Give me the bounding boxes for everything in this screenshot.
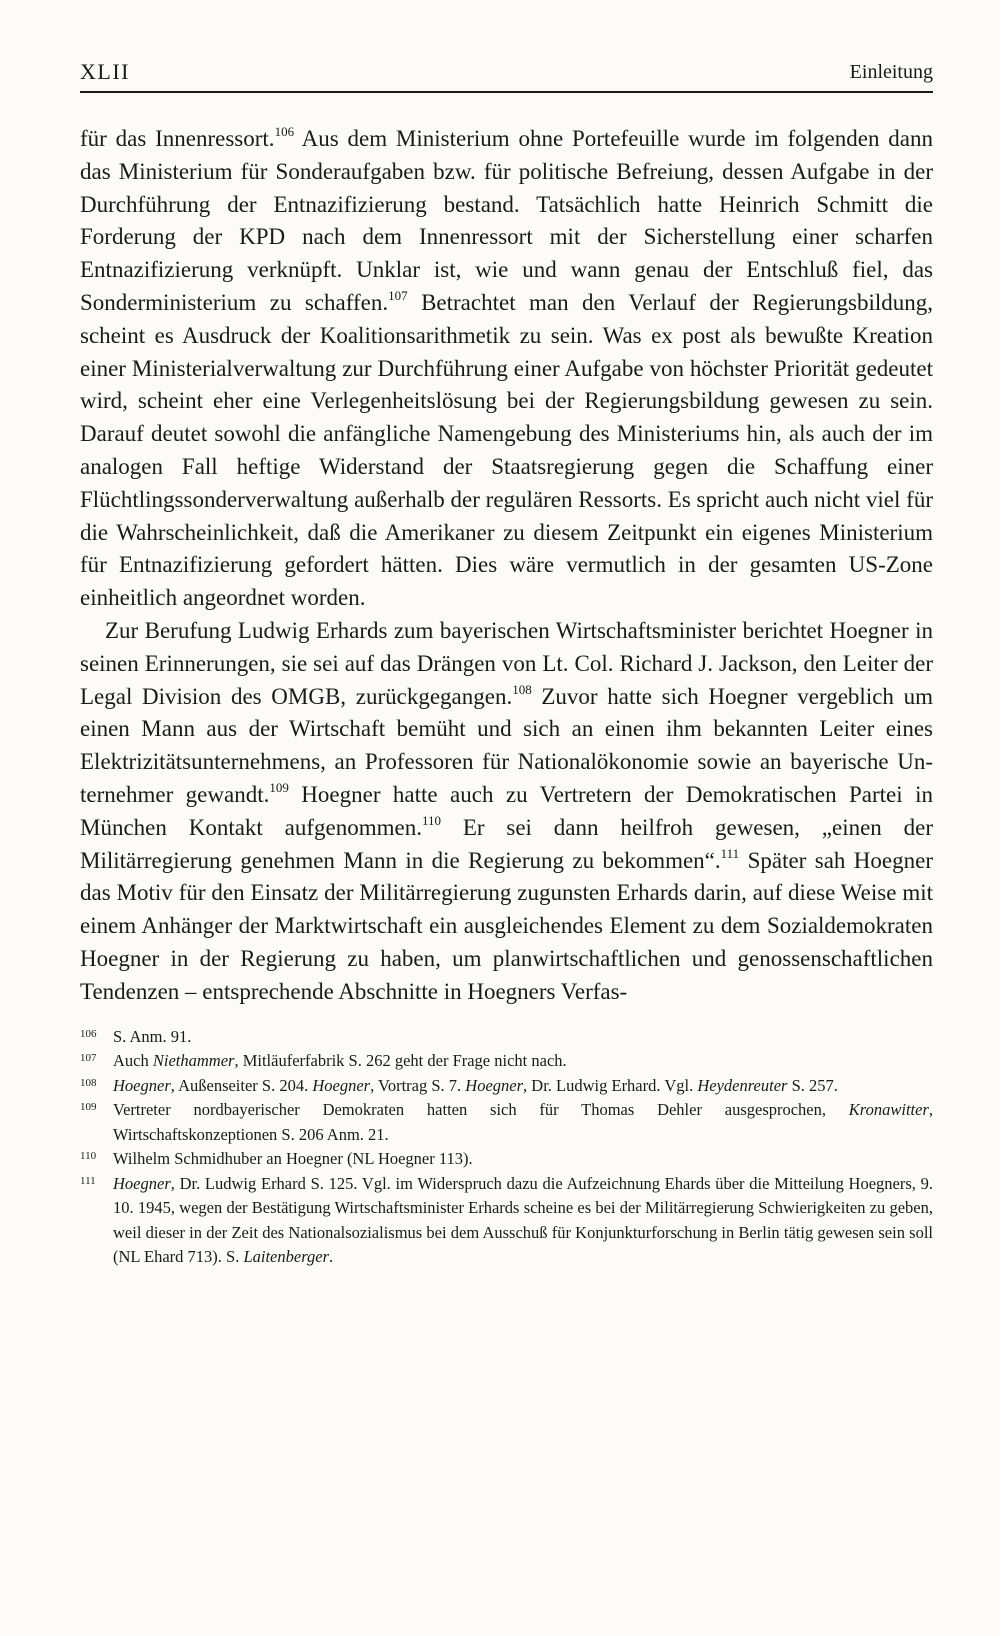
footnote-run: S. Anm. 91. bbox=[113, 1026, 192, 1046]
footnote-106 bbox=[80, 1025, 933, 1050]
footnote-run: , Vortrag S. 7. bbox=[370, 1075, 466, 1095]
footnote-111 bbox=[80, 1172, 933, 1270]
author-name: Hoegner bbox=[113, 1173, 171, 1193]
main-text bbox=[80, 123, 933, 1009]
paragraph-2 bbox=[80, 615, 933, 1009]
author-name: Niethammer bbox=[152, 1051, 235, 1071]
footnote-run: Wilhelm Schmidhuber an Hoegner (NL Hoegner 113). bbox=[113, 1149, 473, 1169]
page-number: XLII bbox=[80, 59, 130, 84]
text-run: Hoegner hatte auch zu Vertretern der Demokratischen Partei in München Kontakt aufgenommen. bbox=[80, 781, 933, 840]
footnote-ref-106[interactable]: 106 bbox=[274, 124, 295, 139]
author-name: Hoegner bbox=[312, 1075, 371, 1095]
footnote-run: , Außenseiter S. 204. bbox=[170, 1075, 313, 1095]
text-run: Zur Berufung Ludwig Erhards zum bayerischen Wirtschaftsminister berichtet Hoegner in seinen Erinnerungen, sie sei auf das Drängen von Lt. Col. Richard J. Jackson, den Leiter der Legal Division des OMGB, zurückgegangen. bbox=[80, 617, 933, 709]
text-run: für das Innenressort. bbox=[80, 126, 275, 151]
footnote-run: Auch bbox=[113, 1051, 153, 1071]
footnote-number: 111 bbox=[80, 1174, 96, 1187]
footnote-text bbox=[113, 1025, 933, 1050]
footnote-text bbox=[113, 1074, 933, 1099]
text-run: Aus dem Ministerium ohne Portefeuille wurde im folgenden dann das Ministerium für Sonderaufgaben bzw. für politische Befreiung, dessen Aufgabe in der Durchführung der Entnazifizierung bestand. Tatsächlich hatte Heinrich Schmitt die Forderung der KPD nach dem Innenressort mit der Sicherstellung einer scharfen Entnazifizierung verknüpft. Unklar ist, wie und wann genau der Entschluß fiel, das Sonderministerium zu schaffen. bbox=[80, 126, 933, 315]
footnote-109 bbox=[80, 1098, 933, 1147]
author-name: Heydenreuter bbox=[697, 1075, 788, 1095]
footnote-run: , Wirtschaftskonzeptionen S. 206 Anm. 21. bbox=[113, 1100, 933, 1144]
footnote-text bbox=[113, 1147, 933, 1172]
footnote-text bbox=[113, 1172, 933, 1270]
footnote-107 bbox=[80, 1049, 933, 1074]
footnote-run: Vertreter nordbayerischer Demokraten hatten sich für Thomas Dehler ausgesprochen, bbox=[113, 1100, 849, 1120]
footnote-text bbox=[113, 1098, 933, 1147]
author-name: Laitenberger bbox=[243, 1247, 329, 1267]
author-name: Hoegner bbox=[465, 1075, 524, 1095]
footnote-ref-109[interactable]: 109 bbox=[269, 779, 289, 795]
author-name: Kronawitter bbox=[848, 1100, 929, 1120]
book-page bbox=[80, 58, 933, 1270]
footnote-run: . bbox=[329, 1247, 334, 1267]
text-run: Betrachtet man den Verlauf der Regierungsbildung, scheint es Ausdruck der Koalitionsarithmetik zu sein. Was ex post als bewußte Kreation einer Ministerialverwaltung zur Durchführung einer Aufgabe von höchster Priorität gedeutet wird, scheint eher eine Verlegenheitslösung bei der Regierungsbildung gewesen zu sein. Darauf deutet sowohl die anfängliche Namengebung des Ministeriums hin, als auch der im analogen Fall heftige Widerstand der Staatsregierung gegen die Schaffung einer Flüchtlingssonderverwaltung außerhalb der regulären Ressorts. Es spricht auch nicht viel für die Wahrscheinlichkeit, daß die Amerikaner zu diesem Zeitpunkt ein eigenes Ministerium für Entnazifizierung gefordert hätten. Dies wäre vermutlich in der gesamten US-Zone einheitlich angeordnet worden. bbox=[80, 289, 933, 611]
footnote-run: , Dr. Ludwig Erhard. Vgl. bbox=[523, 1075, 698, 1095]
text-run: Er sei dann heilfroh gewesen, „einen der Militärregierung genehmen Mann in die Regierung zu bekommen“. bbox=[80, 814, 933, 873]
text-run: Zuvor hatte sich Hoegner vergeblich um einen Mann aus der Wirtschaft bemüht und sich an einen ihm bekannten Leiter eines Elektrizitätsunternehmens, an Professoren für Nationalökonomie sowie an bayerische Unternehmer gewandt. bbox=[80, 683, 933, 807]
footnote-ref-107[interactable]: 107 bbox=[388, 287, 408, 303]
footnote-number: 107 bbox=[80, 1052, 97, 1065]
footnote-number: 109 bbox=[80, 1101, 97, 1114]
footnote-ref-110[interactable]: 110 bbox=[421, 812, 441, 828]
footnote-number: 110 bbox=[80, 1150, 97, 1163]
author-name: Hoegner bbox=[113, 1075, 171, 1095]
footnote-run: , Dr. Ludwig Erhard S. 125. Vgl. im Widerspruch dazu die Aufzeichnung Ehards über die Mitteilung Hoegners, 9. 10. 1945, wegen der Bestätigung Wirtschaftsminister Erhards scheine es bei der Militärregierung Schwierigkeiten zu geben, weil dieser in der Zeit des Nationalsozialismus bei dem Ausschuß für Konjunkturforschung in Berlin tätig gewesen sein soll (NL Ehard 713). S. bbox=[113, 1173, 933, 1267]
footnote-108 bbox=[80, 1074, 933, 1099]
footnote-number: 108 bbox=[80, 1076, 97, 1089]
footnote-number: 106 bbox=[80, 1027, 97, 1040]
footnote-ref-111[interactable]: 111 bbox=[720, 845, 740, 861]
running-head bbox=[80, 58, 933, 93]
paragraph-1 bbox=[80, 123, 933, 615]
footnotes bbox=[80, 1025, 933, 1270]
footnote-ref-108[interactable]: 108 bbox=[512, 681, 532, 697]
footnote-run: , Mitläuferfabrik S. 262 geht der Frage nicht nach. bbox=[234, 1051, 567, 1071]
text-run: Später sah Hoegner das Motiv für den Einsatz der Militärregierung zugunsten Erhards darin, auf diese Weise mit einem Anhänger der Marktwirtschaft ein ausgleichendes Element zu dem Sozialdemokraten Hoegner in der Regierung zu haben, um planwirtschaftlichen und genossenschaftlichen Tendenzen – entsprechende Abschnitte in Hoegners Verfas- bbox=[80, 847, 933, 1004]
footnote-text bbox=[113, 1049, 933, 1074]
footnote-run: S. 257. bbox=[787, 1075, 838, 1095]
section-title: Einleitung bbox=[849, 61, 933, 83]
footnote-110 bbox=[80, 1147, 933, 1172]
